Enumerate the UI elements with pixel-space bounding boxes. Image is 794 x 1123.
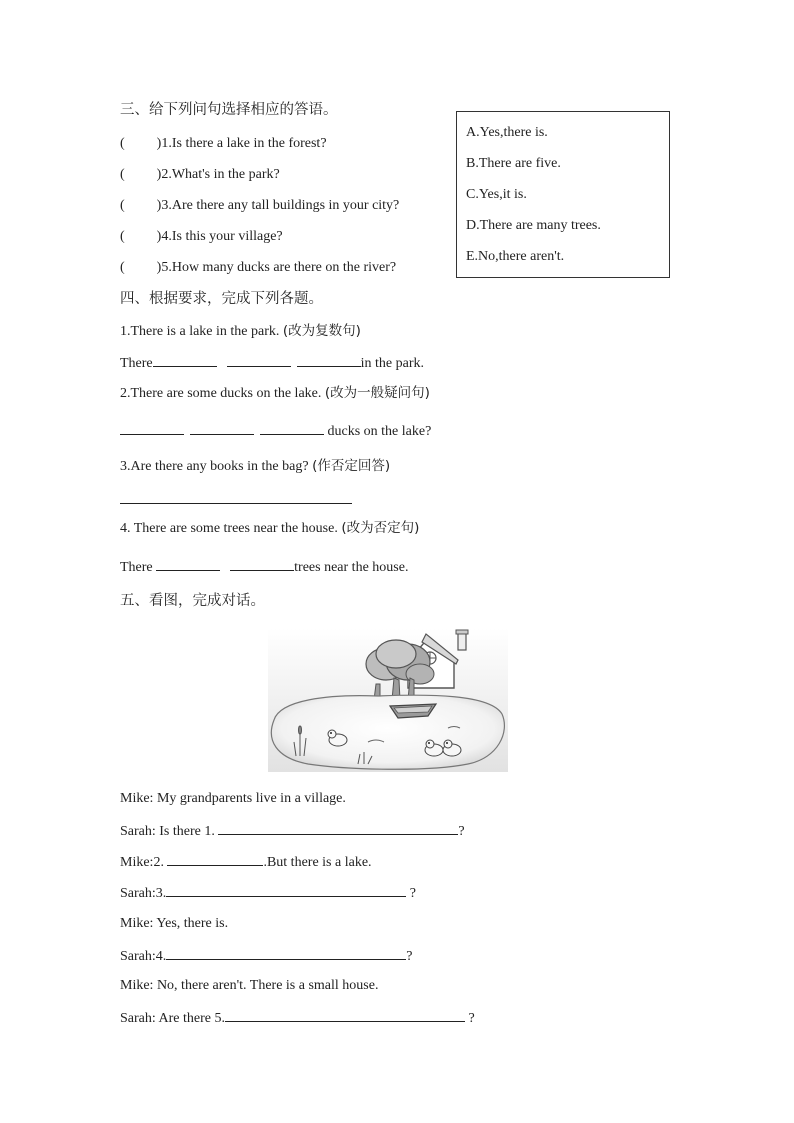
answer-blank[interactable]: [120, 421, 184, 435]
s4-q4: 4. There are some trees near the house. (改为否定句): [120, 520, 420, 536]
answer-blank[interactable]: [153, 353, 217, 367]
s4-q3: 3.Are there any books in the bag? (作否定回答): [120, 458, 391, 474]
answer-blank[interactable]: [260, 421, 324, 435]
question-row: ( )5.How many ducks are there on the river?: [120, 260, 397, 275]
option-a: A.Yes,there is.: [466, 125, 548, 140]
dialogue-line: Sarah:4. ?: [120, 946, 412, 966]
answer-blank[interactable]: [166, 946, 406, 960]
question-row: ( )4.Is this your village?: [120, 229, 283, 244]
section4-title: 四、根据要求，完成下列各题。: [120, 291, 323, 307]
answer-blank[interactable]: [166, 883, 406, 897]
option-d: D.There are many trees.: [466, 218, 601, 233]
section3-title: 三、给下列问句选择相应的答语。: [120, 102, 338, 118]
lake-shape: [271, 695, 504, 769]
s4-q2-answer: ducks on the lake?: [120, 421, 431, 441]
answer-blank[interactable]: [156, 557, 220, 571]
answer-blank[interactable]: [167, 852, 263, 866]
option-e: E.No,there aren't.: [466, 249, 565, 264]
answer-blank[interactable]: [190, 421, 254, 435]
dialogue-line: Sarah: Are there 5. ?: [120, 1008, 475, 1028]
answer-blank[interactable]: [218, 821, 458, 835]
dialogue-line: Mike:2. .But there is a lake.: [120, 852, 372, 872]
dialogue-line: Mike: Yes, there is.: [120, 916, 229, 931]
question-row: ( )2.What's in the park?: [120, 167, 280, 182]
s4-q2: 2.There are some ducks on the lake. (改为一般疑问句): [120, 385, 430, 401]
dialogue-line: Mike: No, there aren't. There is a small house.: [120, 978, 379, 993]
answer-blank[interactable]: [227, 353, 291, 367]
s4-q4-answer: There trees near the house.: [120, 557, 408, 577]
s4-q1: 1.There is a lake in the park. (改为复数句): [120, 323, 361, 339]
answer-blank[interactable]: [297, 353, 361, 367]
question-row: ( )1.Is there a lake in the forest?: [120, 136, 327, 151]
option-c: C.Yes,it is.: [466, 187, 527, 202]
dialogue-line: Sarah:3. ?: [120, 883, 416, 903]
dialogue-line: Mike: My grandparents live in a village.: [120, 791, 346, 806]
option-b: B.There are five.: [466, 156, 561, 171]
dialogue-line: Sarah: Is there 1. ?: [120, 821, 465, 841]
village-lake-illustration: [268, 628, 508, 772]
answer-blank[interactable]: [230, 557, 294, 571]
question-row: ( )3.Are there any tall buildings in your city?: [120, 198, 400, 213]
options-box: [456, 111, 670, 278]
answer-line[interactable]: [120, 503, 352, 504]
answer-blank[interactable]: [225, 1008, 465, 1022]
section5-title: 五、看图，完成对话。: [120, 593, 265, 609]
s4-q1-answer: There in the park.: [120, 353, 424, 373]
